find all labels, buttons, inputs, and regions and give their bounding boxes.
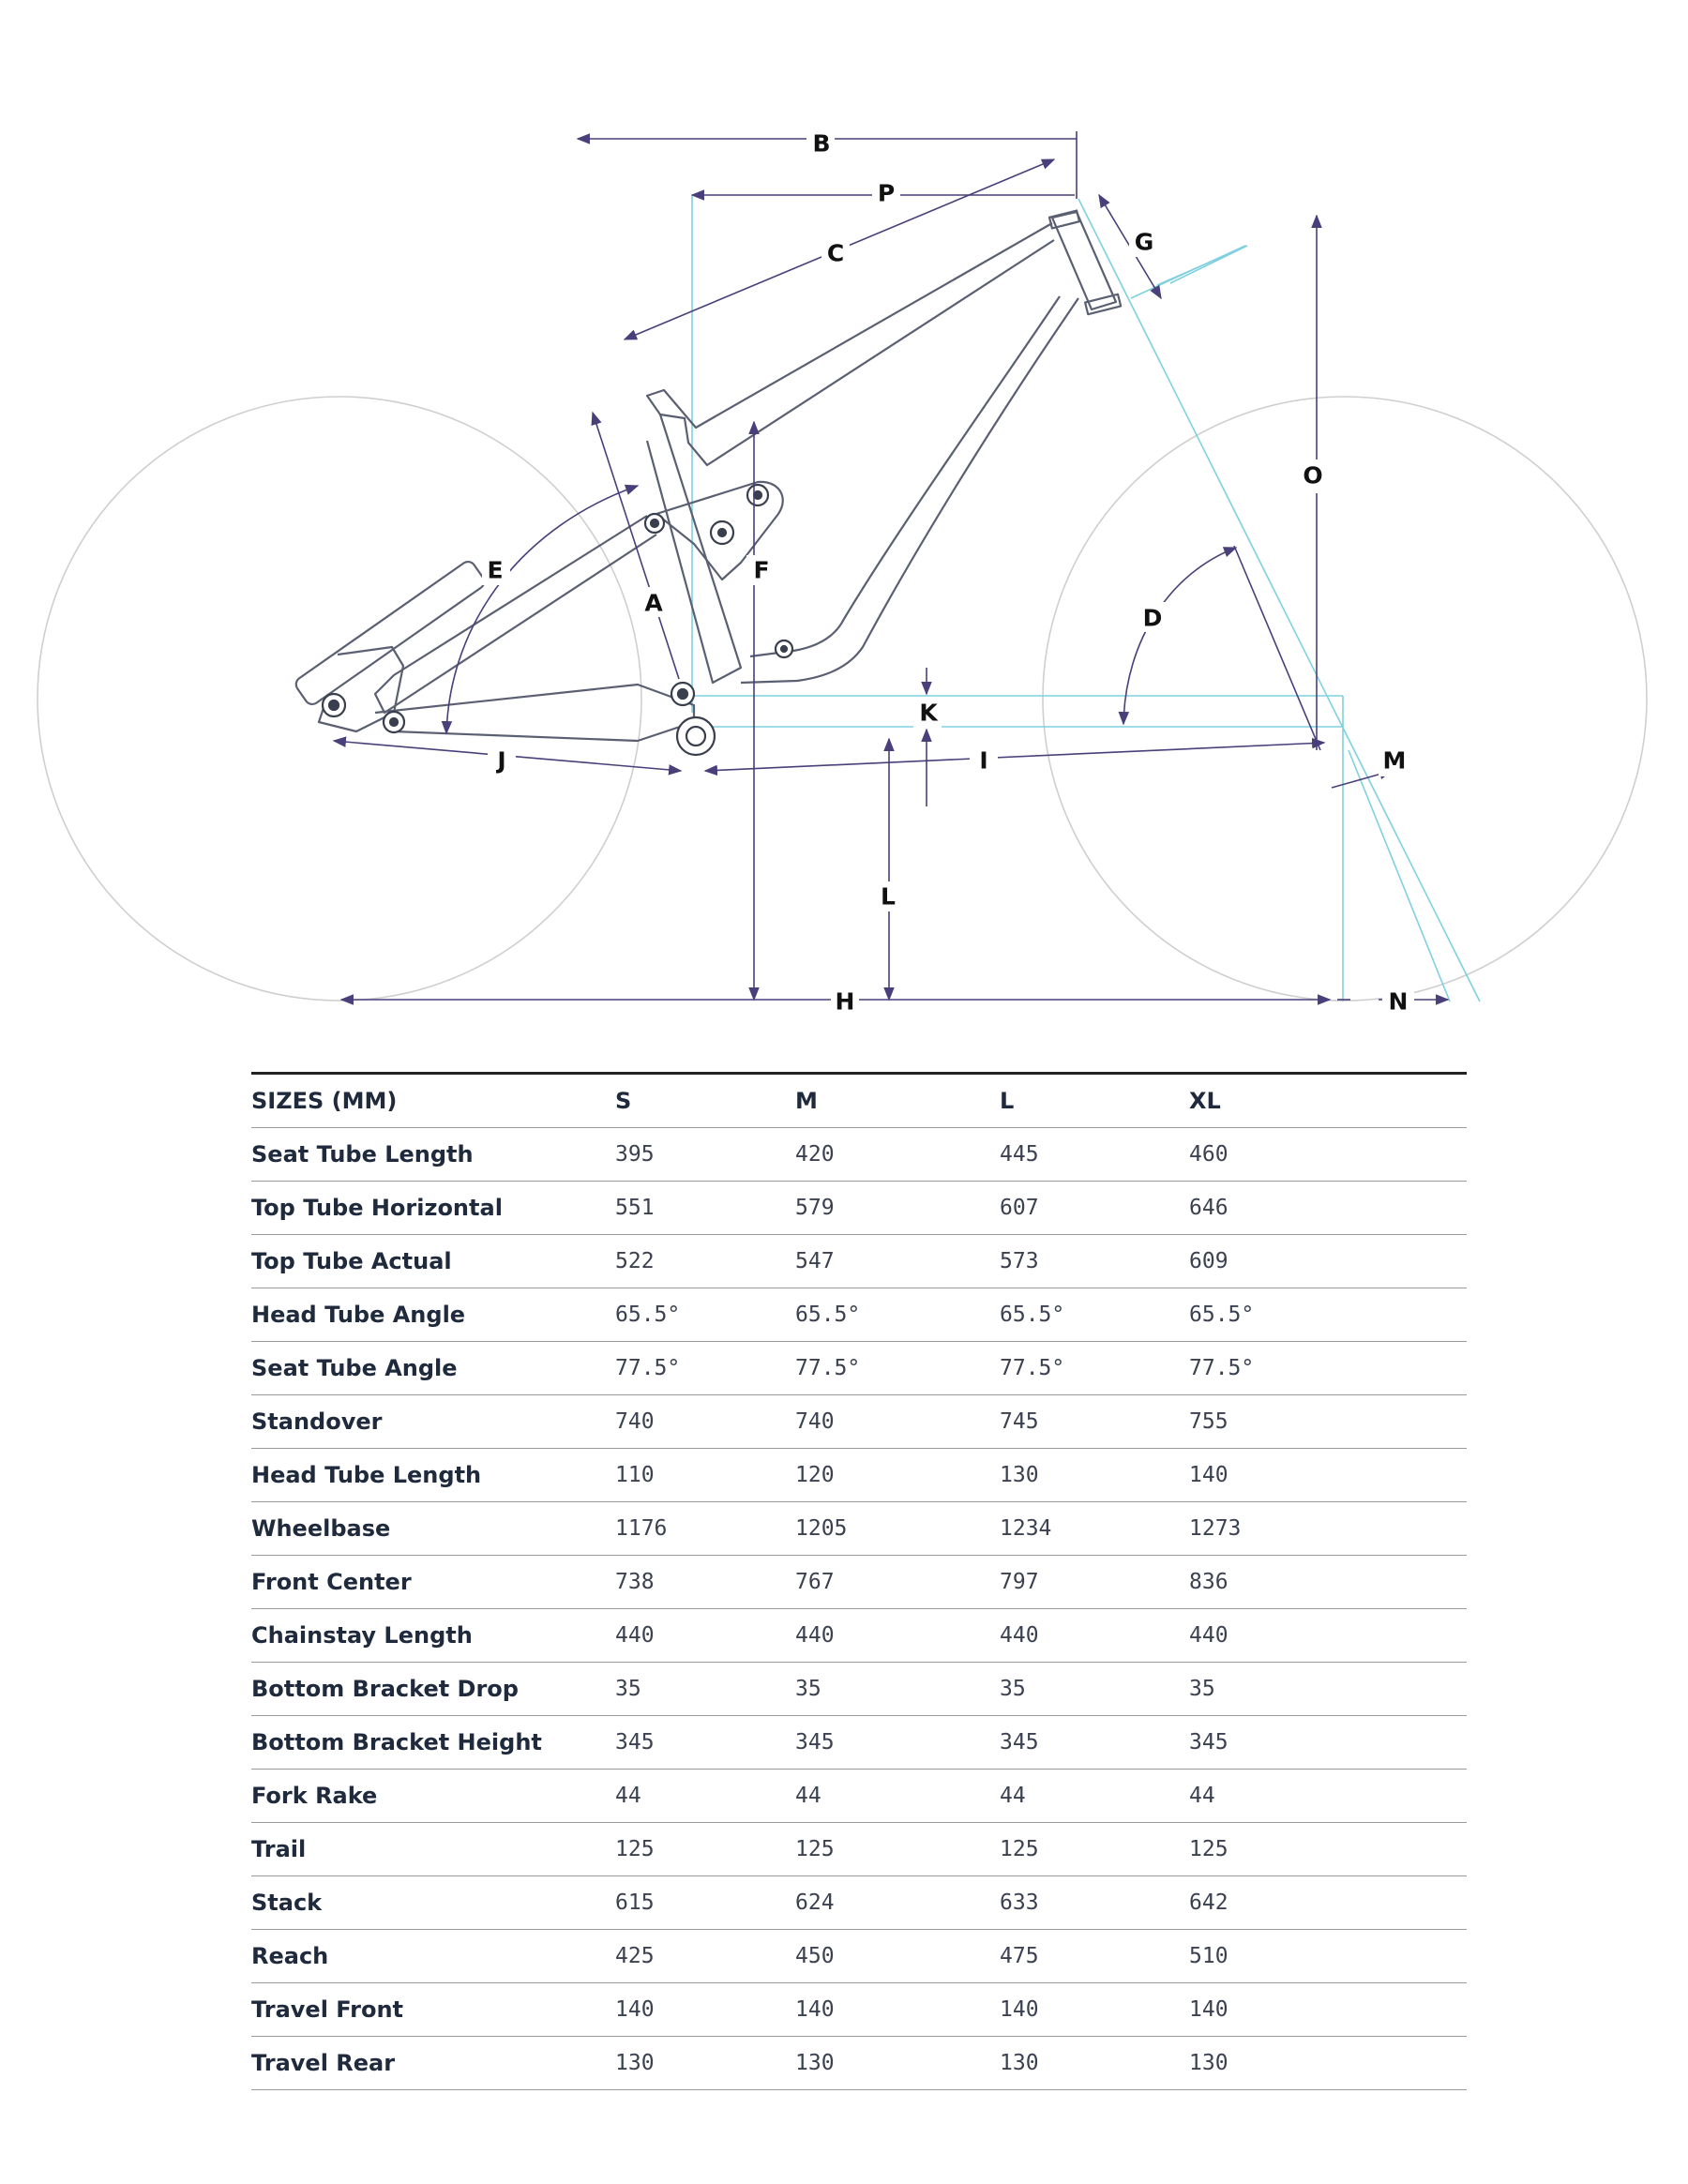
dim-label-p: P <box>877 179 896 207</box>
cell-value-m: 345 <box>795 1716 1000 1770</box>
cell-value-l: 797 <box>1000 1556 1189 1609</box>
table-header-row <box>251 1074 1467 1128</box>
cell-value-l: 745 <box>1000 1395 1189 1449</box>
bike-frame <box>294 211 1122 741</box>
cell-value-xl: 77.5° <box>1189 1342 1467 1395</box>
cell-value-xl: 44 <box>1189 1770 1467 1823</box>
cell-value-m: 767 <box>795 1556 1000 1609</box>
cell-value-l: 77.5° <box>1000 1342 1189 1395</box>
header-sizes-label: SIZES (MM) <box>251 1074 615 1128</box>
cell-value-s: 65.5° <box>615 1288 795 1342</box>
table-row <box>251 1556 1467 1609</box>
cell-value-m: 125 <box>795 1823 1000 1876</box>
dim-label-n: N <box>1388 987 1409 1016</box>
cell-value-s: 522 <box>615 1235 795 1288</box>
cell-value-s: 140 <box>615 1983 795 2037</box>
cell-value-l: 445 <box>1000 1128 1189 1182</box>
table-row <box>251 1235 1467 1288</box>
table-row <box>251 2037 1467 2090</box>
cell-value-xl: 440 <box>1189 1609 1467 1663</box>
table-row <box>251 1342 1467 1395</box>
dim-label-d: D <box>1142 604 1163 632</box>
header-size-l: L <box>1000 1074 1189 1128</box>
cell-value-l: 125 <box>1000 1823 1189 1876</box>
cell-value-s: 44 <box>615 1770 795 1823</box>
geometry-table-body <box>251 1128 1467 2090</box>
cell-value-l: 475 <box>1000 1930 1189 1983</box>
cell-value-xl: 140 <box>1189 1449 1467 1502</box>
table-row <box>251 1876 1467 1930</box>
row-label: Travel Front <box>251 1983 615 2037</box>
cell-value-xl: 130 <box>1189 2037 1467 2090</box>
cell-value-s: 551 <box>615 1182 795 1235</box>
table-row <box>251 1288 1467 1342</box>
cell-value-xl: 65.5° <box>1189 1288 1467 1342</box>
row-label: Trail <box>251 1823 615 1876</box>
row-label: Travel Rear <box>251 2037 615 2090</box>
cell-value-xl: 125 <box>1189 1823 1467 1876</box>
cell-value-s: 1176 <box>615 1502 795 1556</box>
cell-value-m: 140 <box>795 1983 1000 2037</box>
cell-value-l: 345 <box>1000 1716 1189 1770</box>
row-label: Fork Rake <box>251 1770 615 1823</box>
cell-value-m: 44 <box>795 1770 1000 1823</box>
cell-value-l: 633 <box>1000 1876 1189 1930</box>
cell-value-xl: 836 <box>1189 1556 1467 1609</box>
cell-value-xl: 609 <box>1189 1235 1467 1288</box>
cell-value-l: 607 <box>1000 1182 1189 1235</box>
front-wheel <box>1043 397 1647 1001</box>
cell-value-xl: 345 <box>1189 1716 1467 1770</box>
dim-label-g: G <box>1134 228 1154 256</box>
cell-value-l: 130 <box>1000 1449 1189 1502</box>
table-row <box>251 1930 1467 1983</box>
cell-value-l: 44 <box>1000 1770 1189 1823</box>
table-row <box>251 1663 1467 1716</box>
dim-label-l: L <box>881 882 896 911</box>
cell-value-m: 65.5° <box>795 1288 1000 1342</box>
table-row <box>251 1823 1467 1876</box>
dim-label-f: F <box>753 556 770 584</box>
cell-value-l: 65.5° <box>1000 1288 1189 1342</box>
cell-value-s: 425 <box>615 1930 795 1983</box>
cell-value-xl: 642 <box>1189 1876 1467 1930</box>
row-label: Front Center <box>251 1556 615 1609</box>
cell-value-l: 130 <box>1000 2037 1189 2090</box>
cell-value-m: 77.5° <box>795 1342 1000 1395</box>
cell-value-xl: 646 <box>1189 1182 1467 1235</box>
cell-value-l: 1234 <box>1000 1502 1189 1556</box>
cell-value-s: 110 <box>615 1449 795 1502</box>
table-row <box>251 1983 1467 2037</box>
dim-label-c: C <box>826 239 845 267</box>
table-row <box>251 1502 1467 1556</box>
table-row <box>251 1716 1467 1770</box>
row-label: Bottom Bracket Height <box>251 1716 615 1770</box>
bike-geometry-diagram <box>0 0 1688 1032</box>
cell-value-s: 130 <box>615 2037 795 2090</box>
cell-value-m: 740 <box>795 1395 1000 1449</box>
row-label: Stack <box>251 1876 615 1930</box>
cell-value-l: 35 <box>1000 1663 1189 1716</box>
geometry-table <box>251 1072 1467 2090</box>
dim-label-b: B <box>812 129 831 158</box>
cell-value-l: 140 <box>1000 1983 1189 2037</box>
cell-value-m: 450 <box>795 1930 1000 1983</box>
row-label: Wheelbase <box>251 1502 615 1556</box>
cell-value-m: 547 <box>795 1235 1000 1288</box>
pivot-points <box>323 485 792 755</box>
row-label: Seat Tube Angle <box>251 1342 615 1395</box>
cell-value-m: 579 <box>795 1182 1000 1235</box>
row-label: Bottom Bracket Drop <box>251 1663 615 1716</box>
dim-label-i: I <box>979 746 988 775</box>
guide-lines <box>692 195 1480 1002</box>
cell-value-xl: 140 <box>1189 1983 1467 2037</box>
cell-value-m: 624 <box>795 1876 1000 1930</box>
cell-value-s: 345 <box>615 1716 795 1770</box>
table-row <box>251 1395 1467 1449</box>
dim-label-o: O <box>1303 461 1323 490</box>
table-row <box>251 1770 1467 1823</box>
cell-value-m: 130 <box>795 2037 1000 2090</box>
dim-label-m: M <box>1382 746 1407 775</box>
header-size-xl: XL <box>1189 1074 1467 1128</box>
dim-label-a: A <box>644 589 663 617</box>
cell-value-l: 573 <box>1000 1235 1189 1288</box>
dim-label-j: J <box>497 746 506 775</box>
cell-value-xl: 755 <box>1189 1395 1467 1449</box>
cell-value-m: 440 <box>795 1609 1000 1663</box>
cell-value-s: 615 <box>615 1876 795 1930</box>
dim-label-h: H <box>835 987 855 1016</box>
row-label: Reach <box>251 1930 615 1983</box>
table-row <box>251 1449 1467 1502</box>
row-label: Chainstay Length <box>251 1609 615 1663</box>
cell-value-s: 125 <box>615 1823 795 1876</box>
cell-value-xl: 510 <box>1189 1930 1467 1983</box>
cell-value-xl: 35 <box>1189 1663 1467 1716</box>
cell-value-s: 440 <box>615 1609 795 1663</box>
cell-value-m: 35 <box>795 1663 1000 1716</box>
dim-label-k: K <box>919 699 938 727</box>
row-label: Seat Tube Length <box>251 1128 615 1182</box>
row-label: Head Tube Length <box>251 1449 615 1502</box>
cell-value-xl: 1273 <box>1189 1502 1467 1556</box>
table-row <box>251 1128 1467 1182</box>
header-size-s: S <box>615 1074 795 1128</box>
table-row <box>251 1609 1467 1663</box>
row-label: Top Tube Actual <box>251 1235 615 1288</box>
cell-value-xl: 460 <box>1189 1128 1467 1182</box>
cell-value-s: 740 <box>615 1395 795 1449</box>
cell-value-s: 35 <box>615 1663 795 1716</box>
row-label: Head Tube Angle <box>251 1288 615 1342</box>
row-label: Top Tube Horizontal <box>251 1182 615 1235</box>
cell-value-s: 395 <box>615 1128 795 1182</box>
cell-value-m: 120 <box>795 1449 1000 1502</box>
cell-value-m: 420 <box>795 1128 1000 1182</box>
table-row <box>251 1182 1467 1235</box>
header-size-m: M <box>795 1074 1000 1128</box>
cell-value-s: 738 <box>615 1556 795 1609</box>
cell-value-l: 440 <box>1000 1609 1189 1663</box>
dim-label-e: E <box>487 556 504 584</box>
cell-value-s: 77.5° <box>615 1342 795 1395</box>
row-label: Standover <box>251 1395 615 1449</box>
cell-value-m: 1205 <box>795 1502 1000 1556</box>
